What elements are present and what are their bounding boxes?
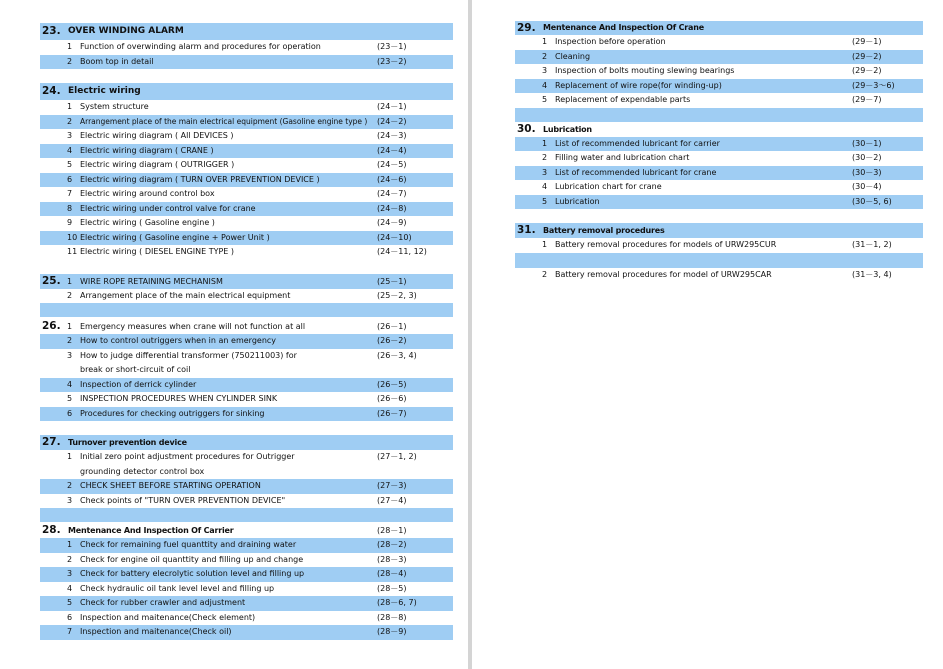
page-ref: (30－1) <box>852 138 882 148</box>
section-number: 26. <box>42 320 61 332</box>
item-number: 5 <box>542 196 548 206</box>
page-ref: (30－2) <box>852 153 882 162</box>
page-ref: (28－9) <box>377 627 407 636</box>
item-title: Check for battery elecrolytic solution level and filling up <box>80 569 305 578</box>
item-number: 2 <box>67 554 73 564</box>
section-heading[interactable] <box>40 274 453 289</box>
toc-item[interactable] <box>40 334 453 349</box>
toc-item[interactable] <box>515 180 923 195</box>
item-title: Inspection and maitenance(Check element) <box>80 612 256 622</box>
page-ref: (29－2) <box>852 51 882 61</box>
item-title: Inspection of bolts mouting slewing bearings <box>555 66 735 75</box>
toc-item[interactable] <box>40 216 453 231</box>
page-ref: (26－5) <box>377 379 407 389</box>
section-title: Lubrication <box>543 124 592 134</box>
item-title: System structure <box>80 102 149 111</box>
toc-item[interactable] <box>40 231 453 246</box>
item-number: 7 <box>67 189 73 198</box>
item-title: Cleaning <box>555 51 591 61</box>
toc-item-continued <box>40 465 453 480</box>
item-number: 1 <box>542 138 548 148</box>
toc-item[interactable] <box>40 407 453 422</box>
item-number: 11 <box>67 247 78 256</box>
item-title: List of recommended lubricant for carrier <box>555 138 720 148</box>
page-ref: (24－1) <box>377 102 407 111</box>
item-number: 6 <box>67 612 73 622</box>
page-ref: (30－5, 6) <box>852 196 892 206</box>
page-ref: (26－1) <box>377 322 407 331</box>
toc-item[interactable] <box>515 137 923 152</box>
item-number: 6 <box>67 408 73 418</box>
page-ref: (28－1) <box>377 526 407 535</box>
section-heading[interactable] <box>515 122 923 137</box>
item-title: Arrangement place of the main electrical equipment <box>80 290 291 300</box>
item-title: WIRE ROPE RETAINING MECHANISM <box>80 276 223 286</box>
page-ref: (29－2) <box>852 66 882 75</box>
item-number: 10 <box>67 232 78 242</box>
item-title: How to control outriggers when in an emergency <box>80 336 277 345</box>
item-number: 4 <box>542 182 548 191</box>
page-ref: (24－5) <box>377 160 407 169</box>
page-ref: (28－2) <box>377 540 407 549</box>
toc-item[interactable] <box>40 144 453 159</box>
item-number: 1 <box>67 452 73 461</box>
toc-item[interactable] <box>40 450 453 465</box>
page-ref: (24－4) <box>377 145 407 155</box>
item-title: Check for rubber crawler and adjustment <box>80 598 246 607</box>
item-title: Replacement of expendable parts <box>555 95 691 104</box>
item-title: Electric wiring diagram ( CRANE ) <box>80 145 214 155</box>
item-number: 3 <box>67 495 73 505</box>
item-number: 1 <box>67 540 73 549</box>
item-number: 4 <box>67 583 73 593</box>
page-ref: (29－1) <box>852 37 882 46</box>
page-ref: (23－2) <box>377 56 407 66</box>
page-ref: (27－3) <box>377 481 407 490</box>
item-number: 1 <box>67 276 73 286</box>
item-number: 1 <box>67 102 73 111</box>
item-title: Check points of "TURN OVER PREVENTION DEVICE" <box>80 495 286 505</box>
toc-item[interactable] <box>40 55 453 70</box>
item-title: INSPECTION PROCEDURES WHEN CYLINDER SINK <box>80 394 278 403</box>
page-ref: (26－7) <box>377 408 407 418</box>
section-title: Turnover prevention device <box>68 438 187 447</box>
spacer <box>515 209 923 223</box>
item-title: grounding detector control box <box>80 466 205 476</box>
item-title: List of recommended lubricant for crane <box>555 167 717 177</box>
item-number: 6 <box>67 174 73 184</box>
spacer <box>40 260 453 274</box>
item-number: 3 <box>67 350 73 360</box>
item-number: 2 <box>67 481 73 490</box>
item-number: 2 <box>67 336 73 345</box>
toc-item[interactable] <box>40 538 453 553</box>
toc-item[interactable] <box>40 40 453 55</box>
toc-page-right <box>472 0 943 669</box>
item-title: CHECK SHEET BEFORE STARTING OPERATION <box>80 481 261 490</box>
toc-item[interactable] <box>40 553 453 568</box>
section-number: 27. <box>42 436 61 448</box>
item-number: 2 <box>542 51 548 61</box>
item-number: 1 <box>67 42 73 51</box>
spacer <box>515 108 923 122</box>
page-ref: (24－6) <box>377 174 407 184</box>
page-ref: (25－2, 3) <box>377 290 417 300</box>
item-number: 1 <box>542 240 548 249</box>
section-number: 25. <box>42 274 61 287</box>
page-ref: (24－11, 12) <box>377 247 427 256</box>
item-title: Electric wiring ( Gasoline engine ) <box>80 218 215 227</box>
toc-item[interactable] <box>40 582 453 597</box>
item-title: Lubrication <box>555 196 600 206</box>
toc-item[interactable] <box>40 349 453 364</box>
toc-item[interactable] <box>515 64 923 79</box>
item-number: 3 <box>542 66 548 75</box>
item-number: 1 <box>67 322 73 331</box>
section-heading[interactable] <box>515 21 923 35</box>
toc-item[interactable] <box>515 50 923 65</box>
item-number: 1 <box>542 37 548 46</box>
toc-item[interactable] <box>40 115 453 130</box>
item-number: 5 <box>542 95 548 104</box>
page-ref: (24－10) <box>377 232 412 242</box>
item-title: Electric wiring under control valve for crane <box>80 203 256 213</box>
item-title: Electric wiring ( Gasoline engine + Power Unit ) <box>80 232 270 242</box>
item-title: Electric wiring diagram ( All DEVICES ) <box>80 131 234 140</box>
section-heading[interactable] <box>40 523 453 538</box>
item-title: Inspection and maitenance(Check oil) <box>80 627 232 636</box>
page-ref: (24－7) <box>377 189 407 198</box>
toc-page-left <box>0 0 468 669</box>
page-ref: (29－7) <box>852 95 882 104</box>
section-title: Battery removal procedures <box>543 226 665 235</box>
section-number: 24. <box>42 85 61 97</box>
page-ref: (28－5) <box>377 583 407 593</box>
item-title: Battery removal procedures for models of URW295CUR <box>555 240 777 249</box>
item-number: 3 <box>67 131 73 140</box>
item-title: Lubrication chart for crane <box>555 182 662 191</box>
page-ref: (23－1) <box>377 42 407 51</box>
item-title: Inspection before operation <box>555 37 666 46</box>
item-number: 5 <box>67 160 73 169</box>
section-number: 28. <box>42 524 61 536</box>
toc-left <box>40 23 453 640</box>
page-ref: (27－1, 2) <box>377 452 417 461</box>
toc-item[interactable] <box>515 238 923 253</box>
section-title: Mentenance And Inspection Of Crane <box>543 23 704 32</box>
section-heading[interactable] <box>515 223 923 238</box>
spacer <box>40 303 453 317</box>
item-number: 8 <box>67 203 73 213</box>
page-ref: (26－6) <box>377 394 407 403</box>
toc-item[interactable] <box>515 195 923 210</box>
item-title: Electric wiring diagram ( OUTRIGGER ) <box>80 160 235 169</box>
page-ref: (30－4) <box>852 182 882 191</box>
item-title: Replacement of wire rope(for winding-up) <box>555 80 722 90</box>
toc-item-continued <box>40 363 453 378</box>
item-number: 9 <box>67 218 73 227</box>
spacer <box>40 508 453 522</box>
page-ref: (24－9) <box>377 218 407 227</box>
toc-item[interactable] <box>40 596 453 611</box>
page-ref: (24－8) <box>377 203 407 213</box>
section-number: 29. <box>517 22 536 34</box>
item-title: Check for engine oil quanttity and filling up and change <box>80 554 304 564</box>
item-title: Boom top in detail <box>80 56 154 66</box>
toc-item[interactable] <box>40 100 453 115</box>
page-ref: (25－1) <box>377 276 407 286</box>
item-number: 3 <box>67 569 73 578</box>
page-ref: (27－4) <box>377 495 407 505</box>
item-number: 2 <box>67 290 73 300</box>
section-heading[interactable] <box>40 435 453 450</box>
item-title: Electric wiring diagram ( TURN OVER PREVENTION DEVICE ) <box>80 174 320 184</box>
section-title: Mentenance And Inspection Of Carrier <box>68 526 234 535</box>
toc-item[interactable] <box>515 166 923 181</box>
section-title: Electric wiring <box>68 86 141 96</box>
toc-item[interactable] <box>40 245 453 260</box>
item-title: Check for remaining fuel quanttity and draining water <box>80 540 297 549</box>
item-number: 7 <box>67 627 73 636</box>
toc-item[interactable] <box>40 479 453 494</box>
section-title: OVER WINDING ALARM <box>68 26 184 36</box>
item-title: How to judge differential transformer (750211003) for <box>80 350 297 360</box>
item-number: 5 <box>67 394 73 403</box>
section-heading[interactable] <box>40 83 453 100</box>
item-title: Battery removal procedures for model of URW295CAR <box>555 269 772 279</box>
toc-item[interactable] <box>40 187 453 202</box>
item-title: Electric wiring ( DIESEL ENGINE TYPE ) <box>80 247 235 256</box>
item-title: Arrangement place of the main electrical equipment (Gasoline engine type ) <box>80 116 368 126</box>
item-number: 5 <box>67 598 73 607</box>
section-number: 31. <box>517 224 536 236</box>
toc-item[interactable] <box>40 494 453 509</box>
item-title: Electric wiring around control box <box>80 189 215 198</box>
toc-item[interactable] <box>40 173 453 188</box>
item-title: Filling water and lubrication chart <box>555 153 690 162</box>
toc-item[interactable] <box>40 378 453 393</box>
toc-item[interactable] <box>40 567 453 582</box>
page-ref: (31－1, 2) <box>852 240 892 249</box>
item-title: Function of overwinding alarm and procedures for operation <box>80 42 321 51</box>
page-ref: (30－3) <box>852 167 882 177</box>
toc-item[interactable] <box>515 151 923 166</box>
toc-right <box>515 21 923 282</box>
item-title: Inspection of derrick cylinder <box>80 379 197 389</box>
toc-item[interactable] <box>515 79 923 94</box>
page-ref: (24－3) <box>377 131 407 140</box>
toc-item[interactable] <box>40 625 453 640</box>
toc-item[interactable] <box>40 611 453 626</box>
item-number: 4 <box>542 80 548 90</box>
section-heading[interactable] <box>40 23 453 40</box>
item-number: 2 <box>542 153 548 162</box>
section-number: 30. <box>517 122 536 135</box>
spacer <box>40 421 453 435</box>
item-title: break or short-circuit of coil <box>80 365 191 374</box>
item-title: Initial zero point adjustment procedures for Outrigger <box>80 452 295 461</box>
spacer <box>515 253 923 268</box>
spacer <box>40 69 453 83</box>
item-title: Procedures for checking outriggers for sinking <box>80 408 265 418</box>
item-number: 2 <box>67 56 73 66</box>
toc-item[interactable] <box>515 35 923 50</box>
toc-item[interactable] <box>40 158 453 173</box>
section-heading[interactable] <box>40 319 453 334</box>
item-number: 3 <box>542 167 548 177</box>
section-number: 23. <box>42 25 61 37</box>
item-number: 2 <box>542 269 548 279</box>
toc-item[interactable] <box>515 93 923 108</box>
item-number: 2 <box>67 116 73 126</box>
item-title: Emergency measures when crane will not function at all <box>80 322 306 331</box>
item-number: 4 <box>67 379 73 389</box>
item-number: 4 <box>67 145 73 155</box>
item-title: Check hydraulic oil tank level level and filling up <box>80 583 275 593</box>
toc-item[interactable] <box>40 202 453 217</box>
toc-item[interactable] <box>40 289 453 304</box>
toc-item[interactable] <box>515 268 923 283</box>
toc-item[interactable] <box>40 392 453 407</box>
page-ref: (28－8) <box>377 612 407 622</box>
page-ref: (31－3, 4) <box>852 269 892 279</box>
page-ref: (28－6, 7) <box>377 598 417 607</box>
page-ref: (24－2) <box>377 116 407 126</box>
page-ref: (28－4) <box>377 569 407 578</box>
page-ref: (26－3, 4) <box>377 350 417 360</box>
page-ref: (28－3) <box>377 554 407 564</box>
page-ref: (26－2) <box>377 336 407 345</box>
toc-item[interactable] <box>40 129 453 144</box>
page-ref: (29－3～6) <box>852 80 895 90</box>
